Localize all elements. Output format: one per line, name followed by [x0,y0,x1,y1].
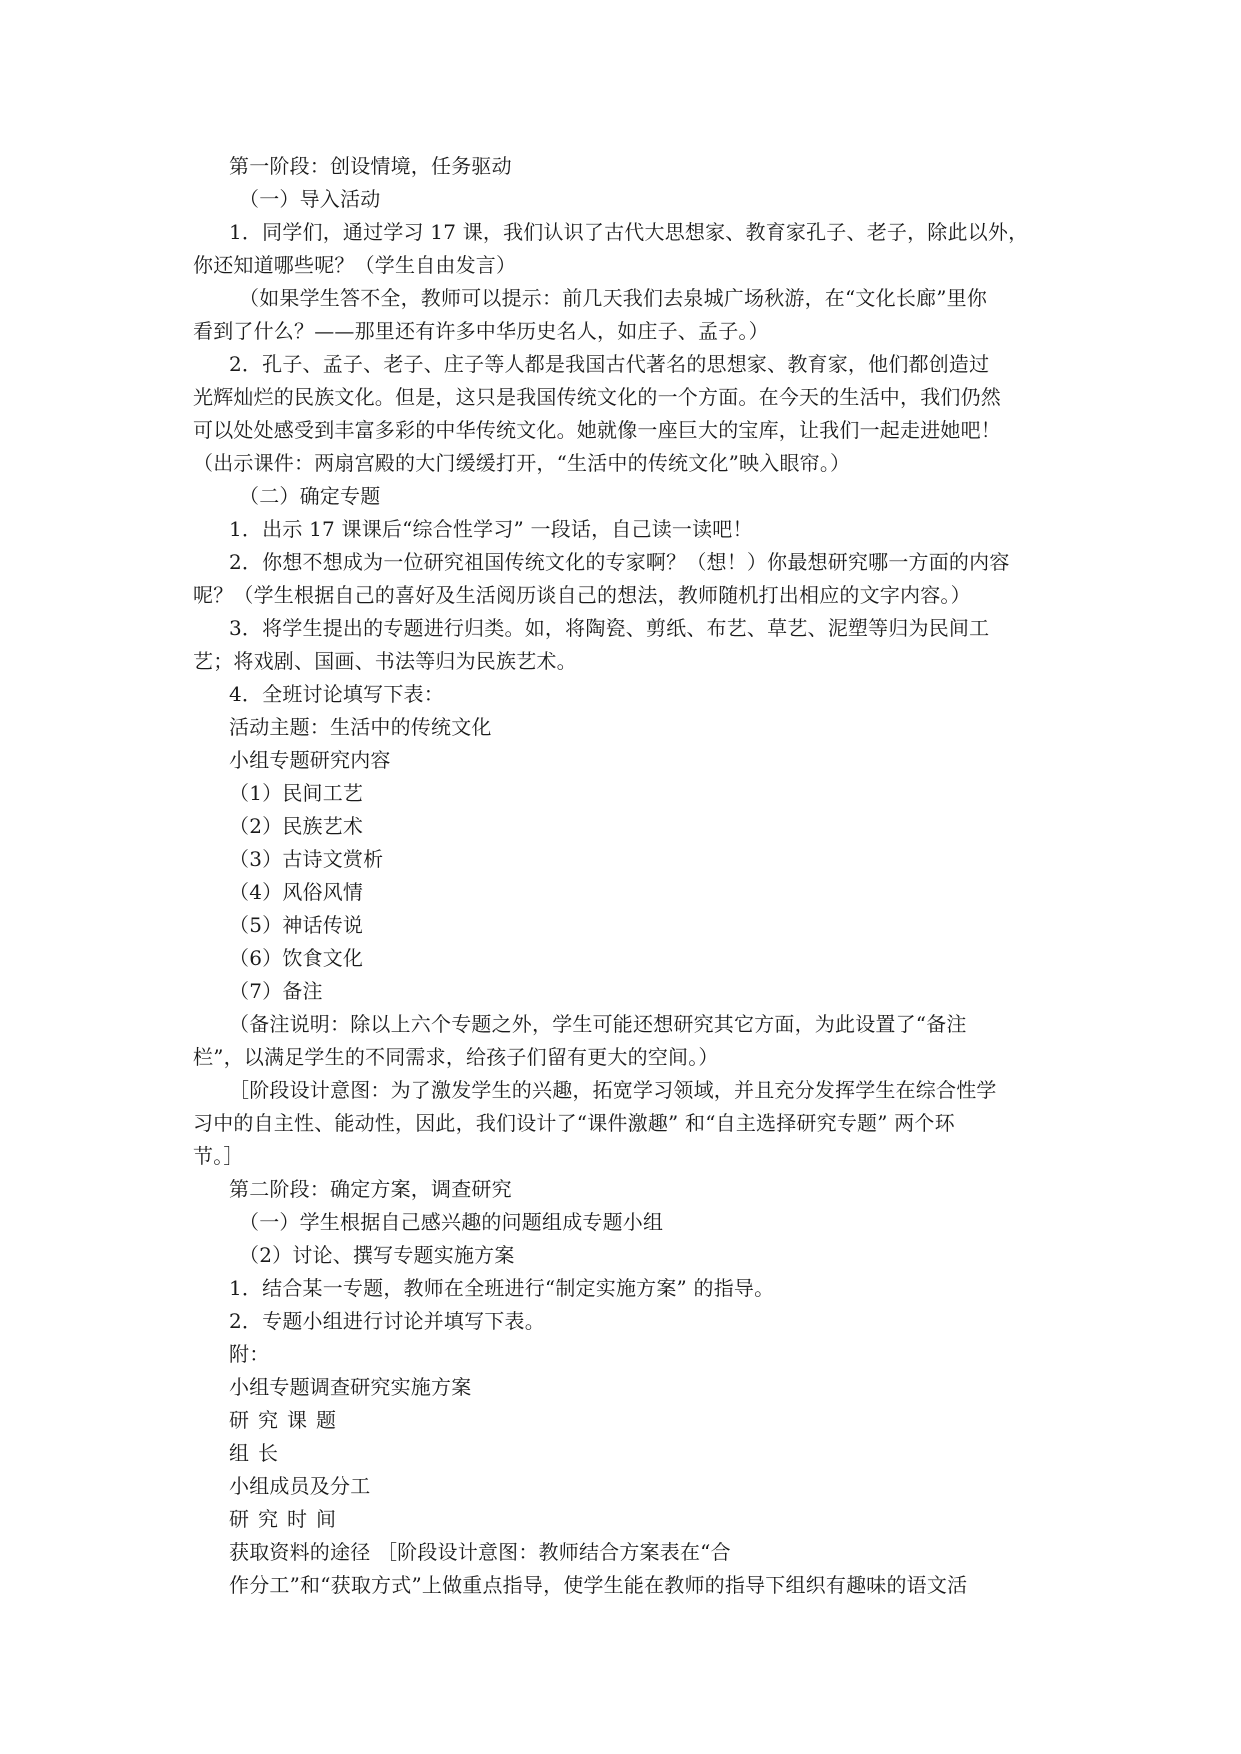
paragraph-line: 1．同学们，通过学习 17 课，我们认识了古代大思想家、教育家孔子、老子，除此以外， [229,220,1029,244]
paragraph-line: 3．将学生提出的专题进行归类。如，将陶瓷、剪纸、布艺、草艺、泥塑等归为民间工 [229,616,990,640]
section-heading: （二）确定专题 [239,484,381,508]
list-item: （3）古诗文赏析 [229,847,384,871]
paragraph-line: 看到了什么？——那里还有许多中华历史名人，如庄子、孟子。） [193,319,769,343]
section-heading: （一）导入活动 [239,187,381,211]
paragraph-line: 作分工”和“获取方式”上做重点指导，使学生能在教师的指导下组织有趣味的语文活 [229,1573,968,1597]
section-heading: （一）学生根据自己感兴趣的问题组成专题小组 [239,1210,664,1234]
paragraph-line: （备注说明：除以上六个专题之外，学生可能还想研究其它方面，为此设置了“备注 [229,1012,967,1036]
paragraph-line: 2．你想不想成为一位研究祖国传统文化的专家啊？（想！）你最想研究哪一方面的内容 [229,550,1010,574]
section-heading: （2）讨论、撰写专题实施方案 [239,1243,515,1267]
design-intent-line: ［阶段设计意图：为了激发学生的兴趣，拓宽学习领域，并且充分发挥学生在综合性学 [229,1078,997,1102]
plan-field-sources: 获取资料的途径 ［阶段设计意图：教师结合方案表在“合 [229,1540,731,1564]
plan-field-group-leader: 组长 [229,1441,287,1465]
design-intent-line: 节。］ [193,1144,244,1168]
paragraph-line: 可以处处感受到丰富多彩的中华传统文化。她就像一座巨大的宝库，让我们一起走进她吧！ [193,418,1001,442]
list-item: （4）风俗风情 [229,880,364,904]
stage-one-heading: 第一阶段：创设情境，任务驱动 [229,154,512,178]
paragraph-line: 1．出示 17 课课后“综合性学习” 一段话，自己读一读吧！ [229,517,753,541]
paragraph-line: 4．全班讨论填写下表： [229,682,444,706]
paragraph-line: 栏”，以满足学生的不同需求，给孩子们留有更大的空间。） [193,1045,719,1069]
plan-field-research-time: 研究时间 [229,1507,345,1531]
list-item: （1）民间工艺 [229,781,364,805]
list-item: （5）神话传说 [229,913,364,937]
appendix-label: 附： [229,1342,270,1366]
plan-table-title: 小组专题调查研究实施方案 [229,1375,472,1399]
paragraph-line: 光辉灿烂的民族文化。但是，这只是我国传统文化的一个方面。在今天的生活中，我们仍然 [193,385,1001,409]
paragraph-line: 呢？（学生根据自己的喜好及生活阅历谈自己的想法，教师随机打出相应的文字内容。） [193,583,971,607]
list-item: （6）饮食文化 [229,946,364,970]
stage-two-heading: 第二阶段：确定方案，调查研究 [229,1177,512,1201]
plan-field-research-topic: 研究课题 [229,1408,345,1432]
paragraph-line: （出示课件：两扇宫殿的大门缓缓打开，“生活中的传统文化”映入眼帘。） [193,451,851,475]
paragraph-line: 2．专题小组进行讨论并填写下表。 [229,1309,545,1333]
document-page [193,150,1063,1602]
activity-theme: 活动主题：生活中的传统文化 [229,715,492,739]
design-intent-line: 习中的自主性、能动性，因此，我们设计了“课件激趣” 和“自主选择研究专题” 两个环 [193,1111,955,1135]
paragraph-line: （如果学生答不全，教师可以提示：前几天我们去泉城广场秋游，在“文化长廊”里你 [239,286,988,310]
paragraph-line: 1．结合某一专题，教师在全班进行“制定实施方案” 的指导。 [229,1276,775,1300]
paragraph-line: 你还知道哪些呢？（学生自由发言） [193,253,517,277]
list-item: （2）民族艺术 [229,814,364,838]
paragraph-line: 艺；将戏剧、国画、书法等归为民族艺术。 [193,649,577,673]
topic-list-title: 小组专题研究内容 [229,748,391,772]
list-item: （7）备注 [229,979,323,1003]
plan-field-members: 小组成员及分工 [229,1474,371,1498]
paragraph-line: 2．孔子、孟子、老子、庄子等人都是我国古代著名的思想家、教育家，他们都创造过 [229,352,990,376]
